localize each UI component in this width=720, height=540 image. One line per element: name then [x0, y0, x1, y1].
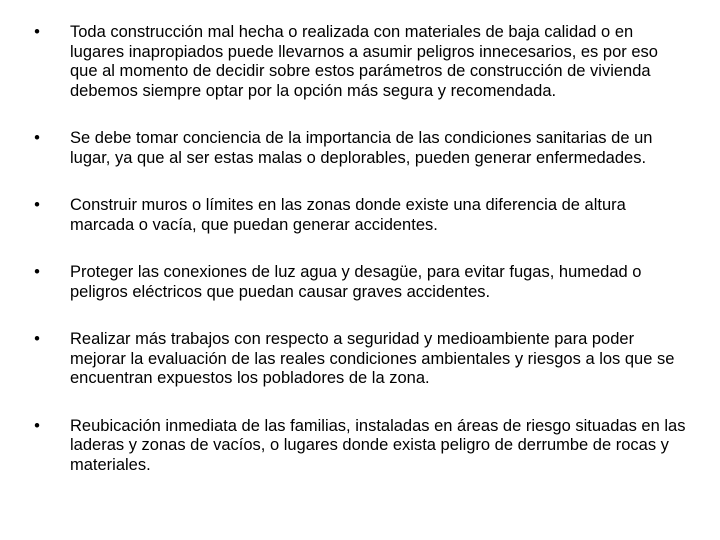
bullet-icon: •: [34, 23, 40, 41]
bullet-icon: •: [34, 416, 40, 435]
bullet-icon: •: [34, 196, 40, 214]
bullet-item: [30, 23, 690, 101]
bullet-list: [30, 23, 690, 475]
bullet-text: Toda construcción mal hecha o realizada con materiales de baja calidad o en lugares inapropiados puede llevarnos a asumir peligros innecesarios, es por eso que al momento de decidir sobre estos parámetros de construcción de vivienda debemos siempre optar por la opción más segura y recomendada.: [70, 23, 658, 100]
bullet-text: Construir muros o límites en las zonas donde existe una diferencia de altura marcada o vacía, que puedan generar accidentes.: [70, 196, 626, 234]
bullet-icon: •: [34, 129, 40, 147]
bullet-text: Realizar más trabajos con respecto a seguridad y medioambiente para poder mejorar la evaluación de las reales condiciones ambientales y riesgos a los que se encuentran expuestos los pobladores de la zona.: [70, 330, 675, 387]
bullet-item: [30, 196, 690, 235]
bullet-icon: •: [34, 263, 40, 281]
bullet-text: Reubicación inmediata de las familias, instaladas en áreas de riesgo situadas en las laderas y zonas de vacíos, o lugares donde exista peligro de derrumbe de rocas y materiales.: [70, 416, 686, 474]
bullet-text: Proteger las conexiones de luz agua y desagüe, para evitar fugas, humedad o peligros eléctricos que puedan causar graves accidentes.: [70, 263, 642, 301]
bullet-item: [30, 417, 690, 476]
bullet-icon: •: [34, 330, 40, 348]
bullet-item: [30, 330, 690, 389]
bullet-item: [30, 263, 690, 302]
bullet-text: Se debe tomar conciencia de la importancia de las condiciones sanitarias de un lugar, ya que al ser estas malas o deplorables, pueden generar enfermedades.: [70, 129, 653, 167]
bullet-item: [30, 129, 690, 168]
